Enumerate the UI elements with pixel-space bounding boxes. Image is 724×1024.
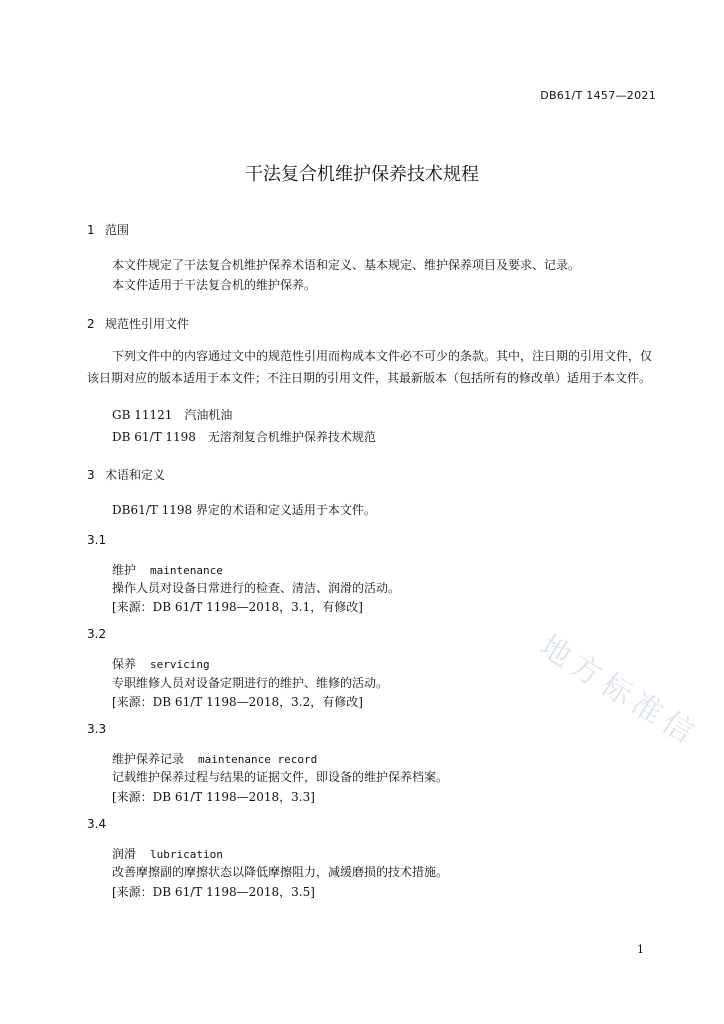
section-number: 2 <box>87 317 95 331</box>
term-source: [来源：DB 61/T 1198—2018，3.3] <box>112 790 315 804</box>
term-source: [来源：DB 61/T 1198—2018，3.5] <box>112 885 315 899</box>
term-zh: 保养 <box>112 657 137 671</box>
term-number: 3.1 <box>87 533 107 547</box>
term-number: 3.4 <box>87 817 107 831</box>
term-entry <box>112 561 223 578</box>
section-heading-scope <box>87 221 129 238</box>
section-title: 术语和定义 <box>105 468 166 482</box>
term-definition: 专职维修人员对设备定期进行的维护、维修的活动。 <box>112 676 389 690</box>
term-en: maintenance record <box>198 753 318 766</box>
term-definition: 改善摩擦副的摩擦状态以降低摩擦阻力，减缓磨损的技术措施。 <box>112 865 449 879</box>
term-en: servicing <box>150 658 210 671</box>
normative-intro: 下列文件中的内容通过文中的规范性引用而构成本文件必不可少的条款。其中，注日期的引用文件，仅该日期对应的版本适用于本文件；不注日期的引用文件，其最新版本（包括所有的修改单）适用于本文件。 <box>87 349 653 385</box>
term-zh: 维护保养记录 <box>112 752 185 766</box>
term-zh: 润滑 <box>112 847 137 861</box>
section-number: 1 <box>87 223 95 237</box>
section-title: 范围 <box>105 223 130 237</box>
section-title: 规范性引用文件 <box>105 317 190 331</box>
watermark: 地方标准信 <box>533 628 705 754</box>
terms-intro: DB61/T 1198 界定的术语和定义适用于本文件。 <box>112 503 376 517</box>
section-heading-normative <box>87 315 189 332</box>
term-en: lubrication <box>150 848 223 861</box>
scope-line-1: 本文件规定了干法复合机维护保养术语和定义、基本规定、维护保养项目及要求、记录。 <box>112 258 581 272</box>
term-number: 3.2 <box>87 627 107 641</box>
term-definition: 记载维护保养过程与结果的证据文件，即设备的维护保养档案。 <box>112 770 449 784</box>
reference-item: DB 61/T 1198 无溶剂复合机维护保养技术规范 <box>112 430 376 444</box>
page-number: 1 <box>637 943 644 956</box>
term-entry <box>112 655 210 672</box>
term-definition: 操作人员对设备日常进行的检查、清洁、润滑的活动。 <box>112 581 401 595</box>
term-en: maintenance <box>150 564 223 577</box>
term-entry <box>112 845 223 862</box>
standard-number: DB61/T 1457—2021 <box>540 89 656 102</box>
scope-line-2: 本文件适用于干法复合机的维护保养。 <box>112 278 317 292</box>
term-zh: 维护 <box>112 563 137 577</box>
term-entry <box>112 750 317 767</box>
document-title: 干法复合机维护保养技术规程 <box>245 164 479 185</box>
term-source: [来源：DB 61/T 1198—2018，3.1，有修改] <box>112 600 363 614</box>
term-number: 3.3 <box>87 722 107 736</box>
section-number: 3 <box>87 468 95 482</box>
reference-item: GB 11121 汽油机油 <box>112 408 233 422</box>
section-heading-terms <box>87 466 165 483</box>
term-source: [来源：DB 61/T 1198—2018，3.2，有修改] <box>112 695 363 709</box>
